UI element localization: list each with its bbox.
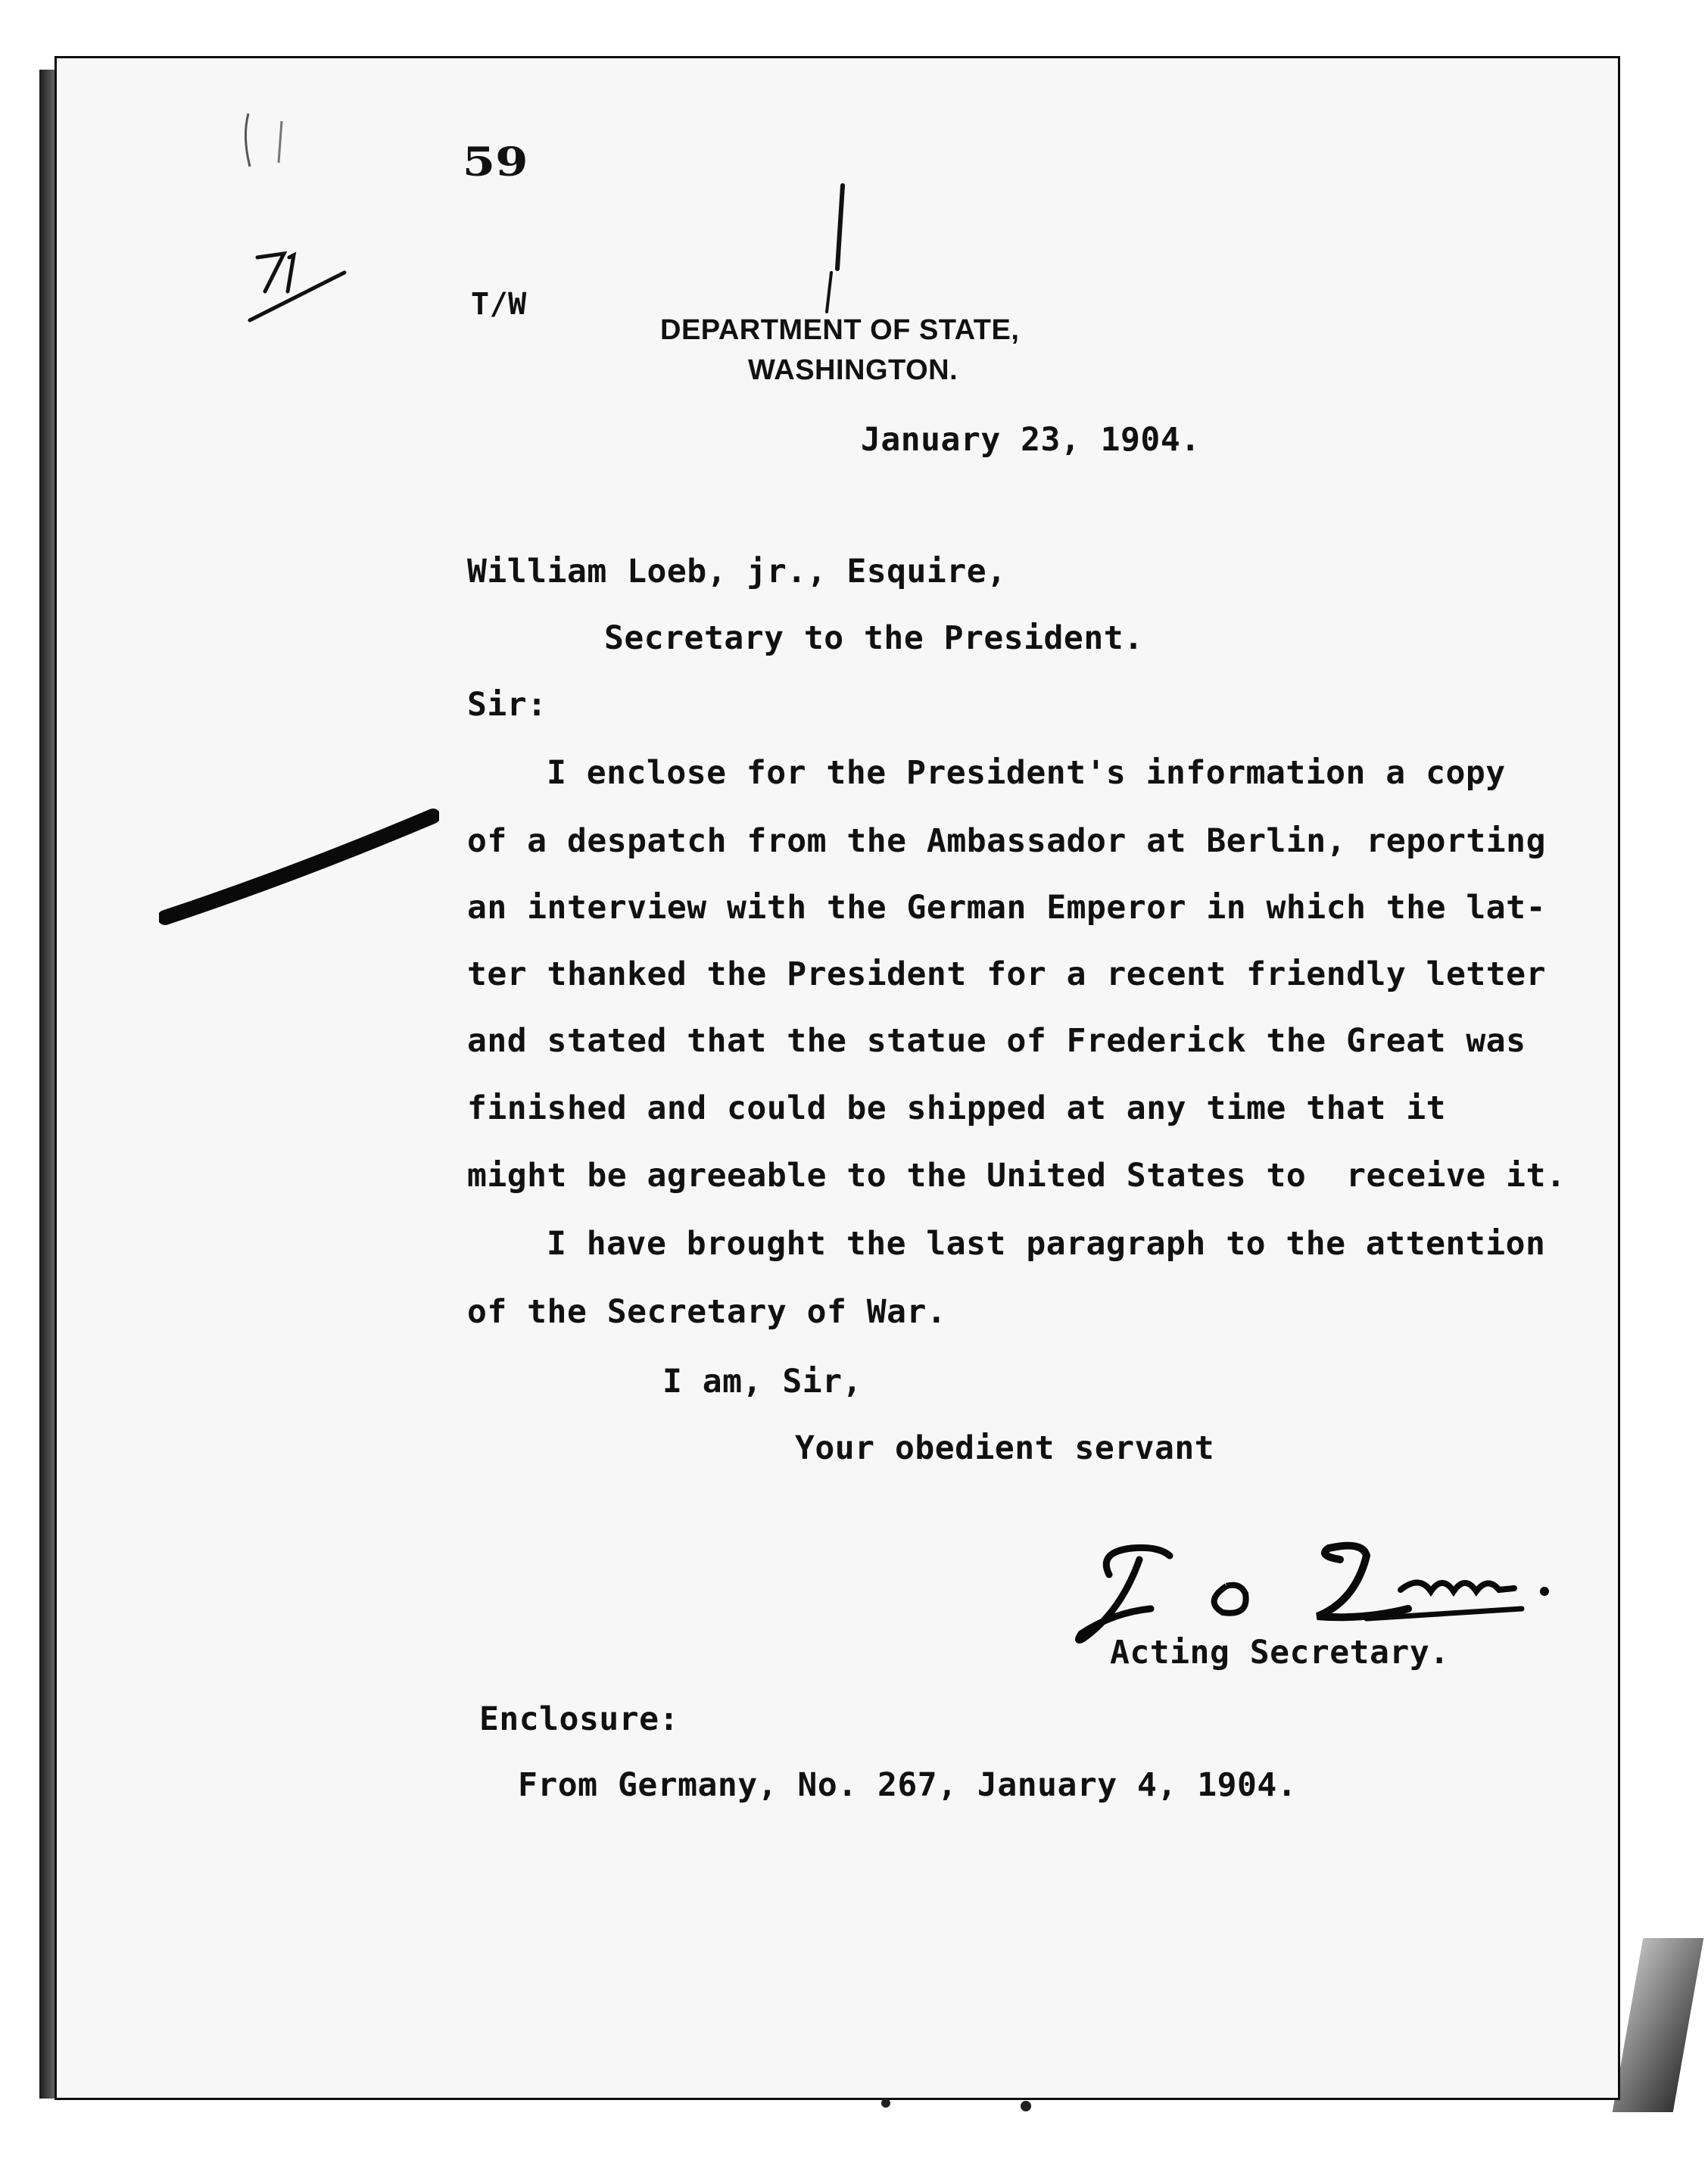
- salutation: Sir:: [467, 686, 547, 724]
- paragraph-1-line-5: and stated that the statue of Frederick the Great was: [467, 1022, 1526, 1060]
- letterhead-department: DEPARTMENT OF STATE,: [660, 314, 1020, 346]
- enclosure-item: From Germany, No. 267, January 4, 1904.: [518, 1766, 1298, 1804]
- paragraph-2-line-1: I have brought the last paragraph to the attention: [547, 1225, 1546, 1263]
- margin-pen-stroke: [159, 802, 439, 931]
- scan-specks: [871, 2089, 1052, 2120]
- addressee-name: William Loeb, jr., Esquire,: [467, 553, 1007, 590]
- initials-mark: T/W: [471, 287, 527, 322]
- paragraph-1-line-4: ter thanked the President for a recent friendly letter: [467, 955, 1546, 993]
- scan-shadow-bottom-right: [1613, 1938, 1704, 2112]
- paragraph-1-line-1: I enclose for the President's information a copy: [547, 754, 1506, 792]
- corner-number-mark: 59: [462, 139, 528, 185]
- closing-obedient-servant: Your obedient servant: [795, 1429, 1215, 1467]
- paragraph-2-line-2: of the Secretary of War.: [467, 1293, 947, 1331]
- letter-date: January 23, 1904.: [861, 421, 1201, 459]
- paragraph-1-line-6: finished and could be shipped at any time that it: [467, 1089, 1447, 1127]
- paragraph-1-line-7: might be agreeable to the United States to receive it.: [467, 1157, 1566, 1195]
- enclosure-label: Enclosure:: [479, 1700, 679, 1738]
- vertical-pen-scratch: [816, 182, 854, 314]
- signature-loomis: [1068, 1529, 1567, 1650]
- signer-title: Acting Secretary.: [1110, 1634, 1450, 1672]
- handwritten-number-71: [242, 231, 348, 329]
- paragraph-1-line-2: of a despatch from the Ambassador at Berlin, reporting: [467, 822, 1546, 860]
- faint-bracket-marks: [235, 98, 295, 174]
- closing-i-am-sir: I am, Sir,: [662, 1363, 862, 1401]
- letterhead-city: WASHINGTON.: [748, 354, 958, 386]
- addressee-title: Secretary to the President.: [604, 619, 1144, 657]
- paragraph-1-line-3: an interview with the German Emperor in which the lat-: [467, 889, 1546, 927]
